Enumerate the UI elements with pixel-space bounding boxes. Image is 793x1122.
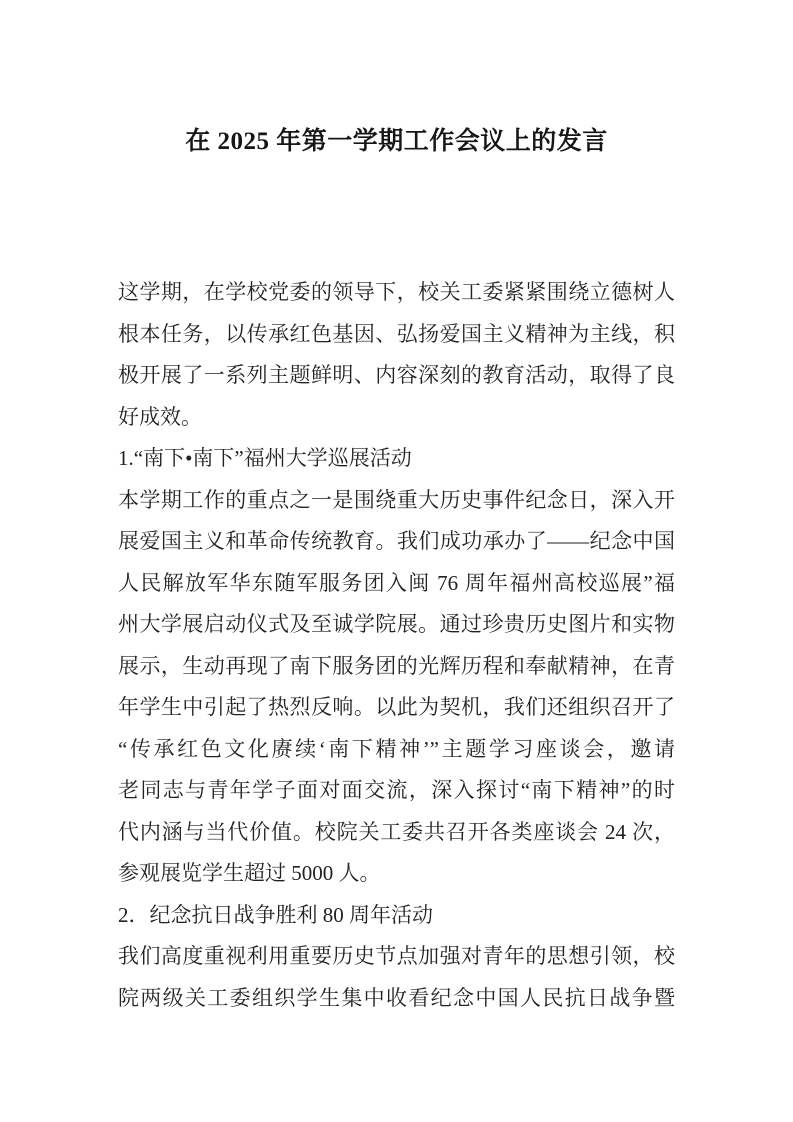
text-line: 参观展览学生超过 5000 人。 [118, 861, 381, 885]
text-line: “传承红色文化赓续‘南下精神’”主题学习座谈会，邀请 [118, 736, 675, 761]
text-line: 老同志与青年学子面对面交流，深入探讨“南下精神”的时 [118, 778, 675, 802]
text-line: 这学期，在学校党委的领导下，校关工委紧紧围绕立德树人 [118, 280, 675, 304]
document-body [118, 272, 675, 1019]
document-title: 在 2025 年第一学期工作会议上的发言 [185, 128, 608, 155]
text-line: 院两级关工委组织学生集中收看纪念中国人民抗日战争暨 [118, 985, 675, 1010]
text-line: 根本任务，以传承红色基因、弘扬爱国主义精神为主线，积 [118, 321, 675, 346]
text-line: 我们高度重视利用重要历史节点加强对青年的思想引领，校 [118, 944, 675, 968]
text-line: 展示，生动再现了南下服务团的光辉历程和奉献精神，在青 [118, 653, 675, 678]
text-line: 展爱国主义和革命传统教育。我们成功承办了——纪念中国 [118, 529, 675, 553]
text-line: 代内涵与当代价值。校院关工委共召开各类座谈会 24 次， [118, 819, 675, 844]
text-line: 年学生中引起了热烈反响。以此为契机，我们还组织召开了 [118, 695, 675, 719]
text-line: 好成效。 [118, 404, 202, 429]
section-heading: 1.“南下•南下”福州大学巡展活动 [118, 446, 412, 470]
text-line: 州大学展启动仪式及至诚学院展。通过珍贵历史图片和实物 [118, 612, 675, 636]
text-line: 人民解放军华东随军服务团入闽 76 周年福州高校巡展”福 [118, 570, 675, 595]
text-line: 极开展了一系列主题鲜明、内容深刻的教育活动，取得了良 [118, 363, 675, 387]
text-line: 本学期工作的重点之一是围绕重大历史事件纪念日，深入开 [118, 487, 675, 512]
section-heading: 2．纪念抗日战争胜利 80 周年活动 [118, 902, 433, 927]
